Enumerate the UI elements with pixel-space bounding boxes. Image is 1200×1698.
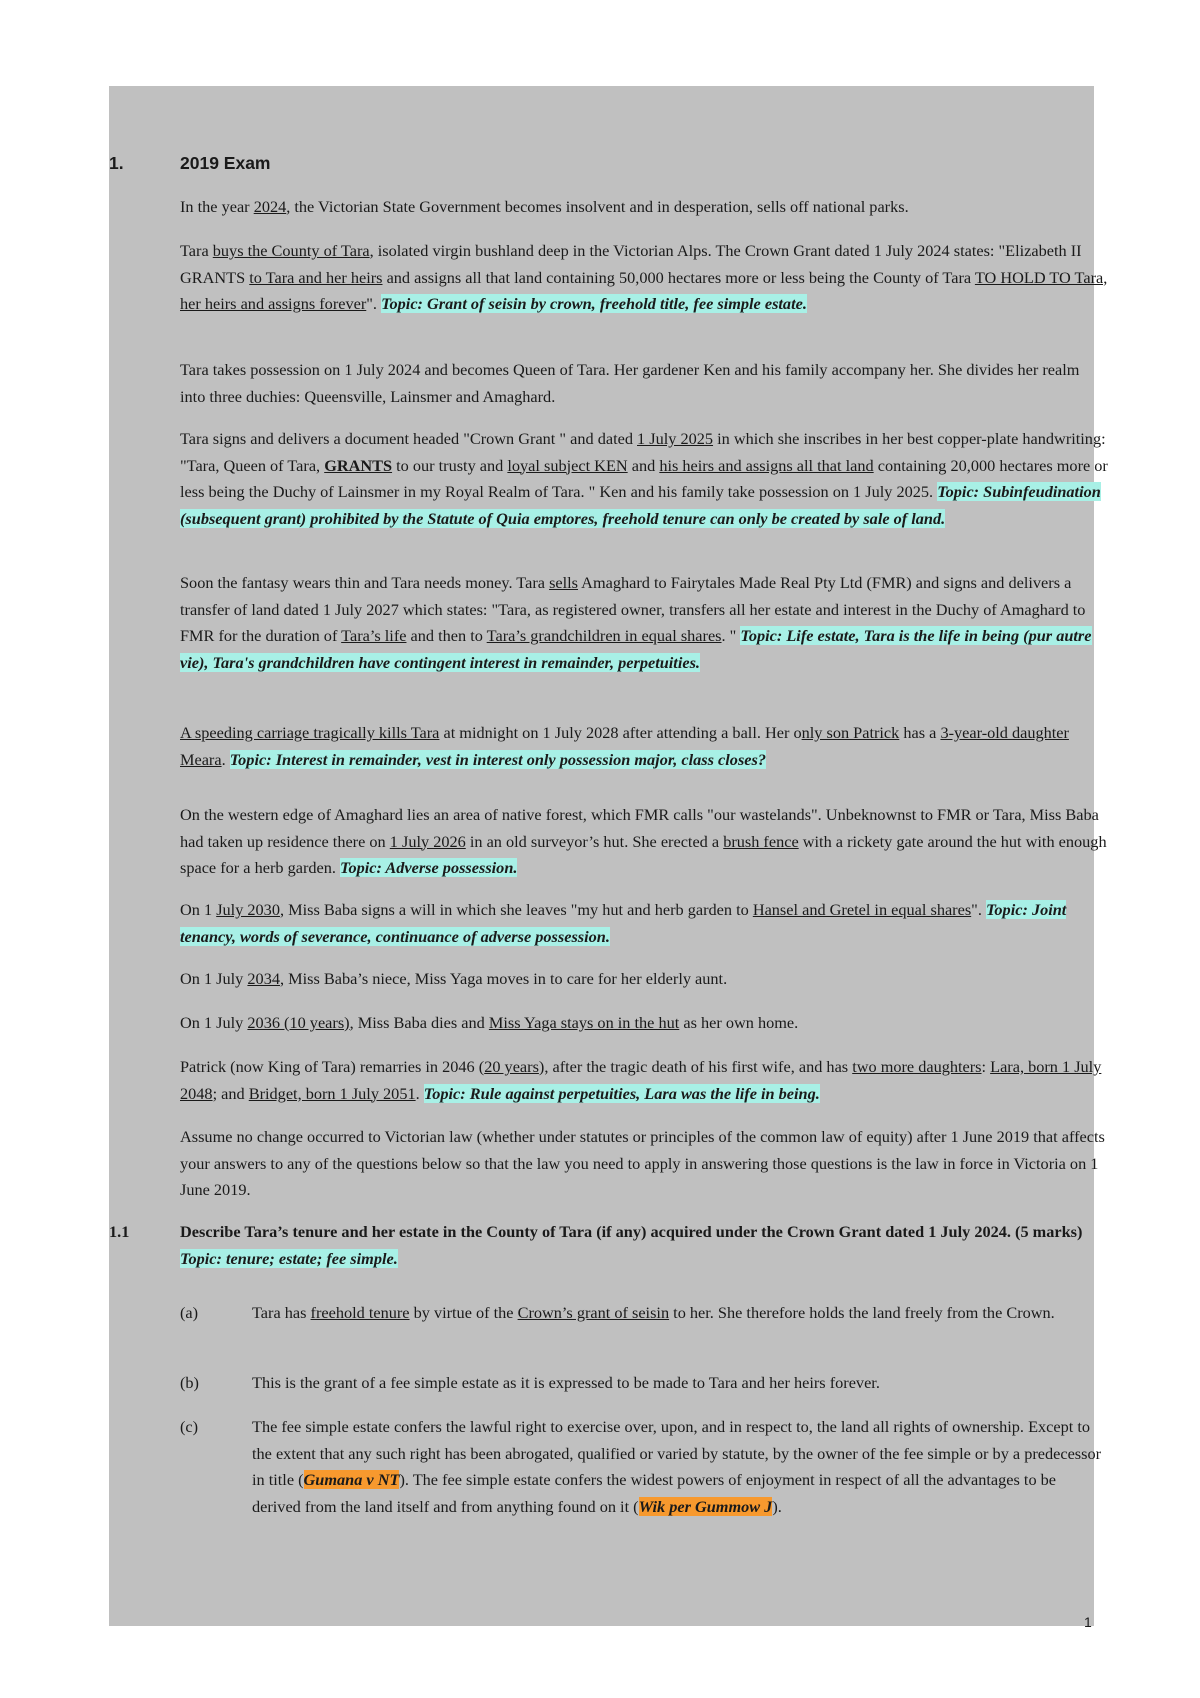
- item-label: (b): [180, 1373, 199, 1392]
- question-text: Describe Tara’s tenure and her estate in the County of Tara (if any) acquired under the Crown Grant dated 1 July 2024. (5 marks) Topic: tenure; estate; fee simple.: [180, 1222, 1083, 1268]
- paragraph-11: Patrick (now King of Tara) remarries in 2046 (20 years), after the tragic death of his first wife, and has two more daughters: Lara, born 1 July 2048; and Bridget, born 1 July 2051. Topic: Rule against perpetuities, Lara was the life in being.: [180, 1057, 1102, 1103]
- case-citation: Gumana v NT: [303, 1470, 400, 1489]
- question-number: 1.1: [109, 1222, 130, 1241]
- paragraph-6: A speeding carriage tragically kills Tara at midnight on 1 July 2028 after attending a ball. Her only son Patrick has a 3-year-old daughter Meara. Topic: Interest in remainder, vest in interest only possession major, class closes?: [180, 723, 1069, 769]
- item-label: (c): [180, 1417, 199, 1436]
- topic-highlight: Topic: Grant of seisin by crown, freehold title, fee simple estate.: [381, 294, 807, 313]
- item-text: Tara has freehold tenure by virtue of the Crown’s grant of seisin to her. She therefore holds the land freely from the Crown.: [252, 1303, 1055, 1322]
- paragraph-10: On 1 July 2036 (10 years), Miss Baba dies and Miss Yaga stays on in the hut as her own home.: [180, 1013, 799, 1032]
- paragraph-8: On 1 July 2030, Miss Baba signs a will in which she leaves "my hut and herb garden to Hansel and Gretel in equal shares". Topic: Joint tenancy, words of severance, continuance of adverse possession.: [180, 900, 1067, 946]
- section-number: 1.: [109, 153, 124, 173]
- topic-highlight: Topic: Interest in remainder, vest in interest only possession major, class closes?: [229, 749, 766, 769]
- paragraph-4: Tara signs and delivers a document headed "Crown Grant " and dated 1 July 2025 in which she inscribes in her best copper-plate handwriting: "Tara, Queen of Tara, GRANTS to our trusty and loyal subject KEN and his heirs and assigns all that land containing 20,000 hectares more or less being the Duchy of Lainsmer in my Royal Realm of Tara. " Ken and his family take possession on 1 July 2025. Topic: Subinfeudination (subsequent grant) prohibited by the Statute of Quia emptores, freehold tenure can only be created by sale of land.: [180, 429, 1108, 528]
- item-text: This is the grant of a fee simple estate as it is expressed to be made to Tara and her heirs forever.: [252, 1373, 880, 1392]
- page-number: 1: [1084, 1614, 1092, 1630]
- paragraph-5: Soon the fantasy wears thin and Tara needs money. Tara sells Amaghard to Fairytales Made Real Pty Ltd (FMR) and signs and delivers a transfer of land dated 1 July 2027 which states: "Tara, as registered owner, transfers all her estate and interest in the Duchy of Amaghard to FMR for the duration of Tara’s life and then to Tara’s grandchildren in equal shares. " Topic: Life estate, Tara is the life in being (pur autre vie), Tara's grandchildren have contingent interest in remainder, perpetuities.: [180, 573, 1092, 672]
- paragraph-1: In the year 2024, the Victorian State Government becomes insolvent and in desperation, sells off national parks.: [180, 197, 909, 216]
- paragraph-2: Tara buys the County of Tara, isolated virgin bushland deep in the Victorian Alps. The Crown Grant dated 1 July 2024 states: "Elizabeth II GRANTS to Tara and her heirs and assigns all that land containing 50,000 hectares more or less being the County of Tara TO HOLD TO Tara, her heirs and assigns forever". Topic: Grant of seisin by crown, freehold title, fee simple estate.: [180, 241, 1108, 313]
- topic-highlight: Topic: tenure; estate; fee simple.: [180, 1248, 398, 1268]
- topic-highlight: Topic: Joint tenancy, words of severance, continuance of adverse possession.: [180, 900, 1067, 946]
- topic-highlight: Topic: Adverse possession.: [340, 858, 518, 877]
- topic-highlight: Topic: Subinfeudination (subsequent grant) prohibited by the Statute of Quia emptores, freehold tenure can only be created by sale of land.: [180, 482, 1101, 528]
- item-label: (a): [180, 1303, 199, 1322]
- paragraph-3: Tara takes possession on 1 July 2024 and becomes Queen of Tara. Her gardener Ken and his family accompany her. She divides her realm into three duchies: Queensville, Lainsmer and Amaghard.: [180, 360, 1080, 406]
- topic-highlight: Topic: Rule against perpetuities, Lara was the life in being.: [423, 1083, 820, 1103]
- section-title: 2019 Exam: [180, 153, 271, 173]
- item-text: The fee simple estate confers the lawful right to exercise over, upon, and in respect to, the land all rights of ownership. Except to the extent that any such right has been abrogated, qualified or varied by statute, by the owner of the fee simple or by a predecessor in title (Gumana v NT). The fee simple estate confers the widest powers of enjoyment in respect of all the advantages to be derived from the land itself and from anything found on it (Wik per Gummow J).: [252, 1417, 1102, 1516]
- paragraph-12: Assume no change occurred to Victorian law (whether under statutes or principles of the common law of equity) after 1 June 2019 that affects your answers to any of the questions below so that the law you need to apply in answering those questions is the law in force in Victoria on 1 June 2019.: [180, 1127, 1105, 1199]
- paragraph-7: On the western edge of Amaghard lies an area of native forest, which FMR calls "our wastelands". Unbeknownst to FMR or Tara, Miss Baba had taken up residence there on 1 July 2026 in an old surveyor’s hut. She erected a brush fence with a rickety gate around the hut with enough space for a herb garden. Topic: Adverse possession.: [180, 805, 1107, 877]
- topic-highlight: Topic: Life estate, Tara is the life in being (pur autre vie), Tara's grandchildren have contingent interest in remainder, perpetuities.: [180, 626, 1092, 672]
- case-citation: Wik per Gummow J: [638, 1496, 773, 1516]
- paragraph-9: On 1 July 2034, Miss Baba’s niece, Miss Yaga moves in to care for her elderly aunt.: [180, 969, 728, 988]
